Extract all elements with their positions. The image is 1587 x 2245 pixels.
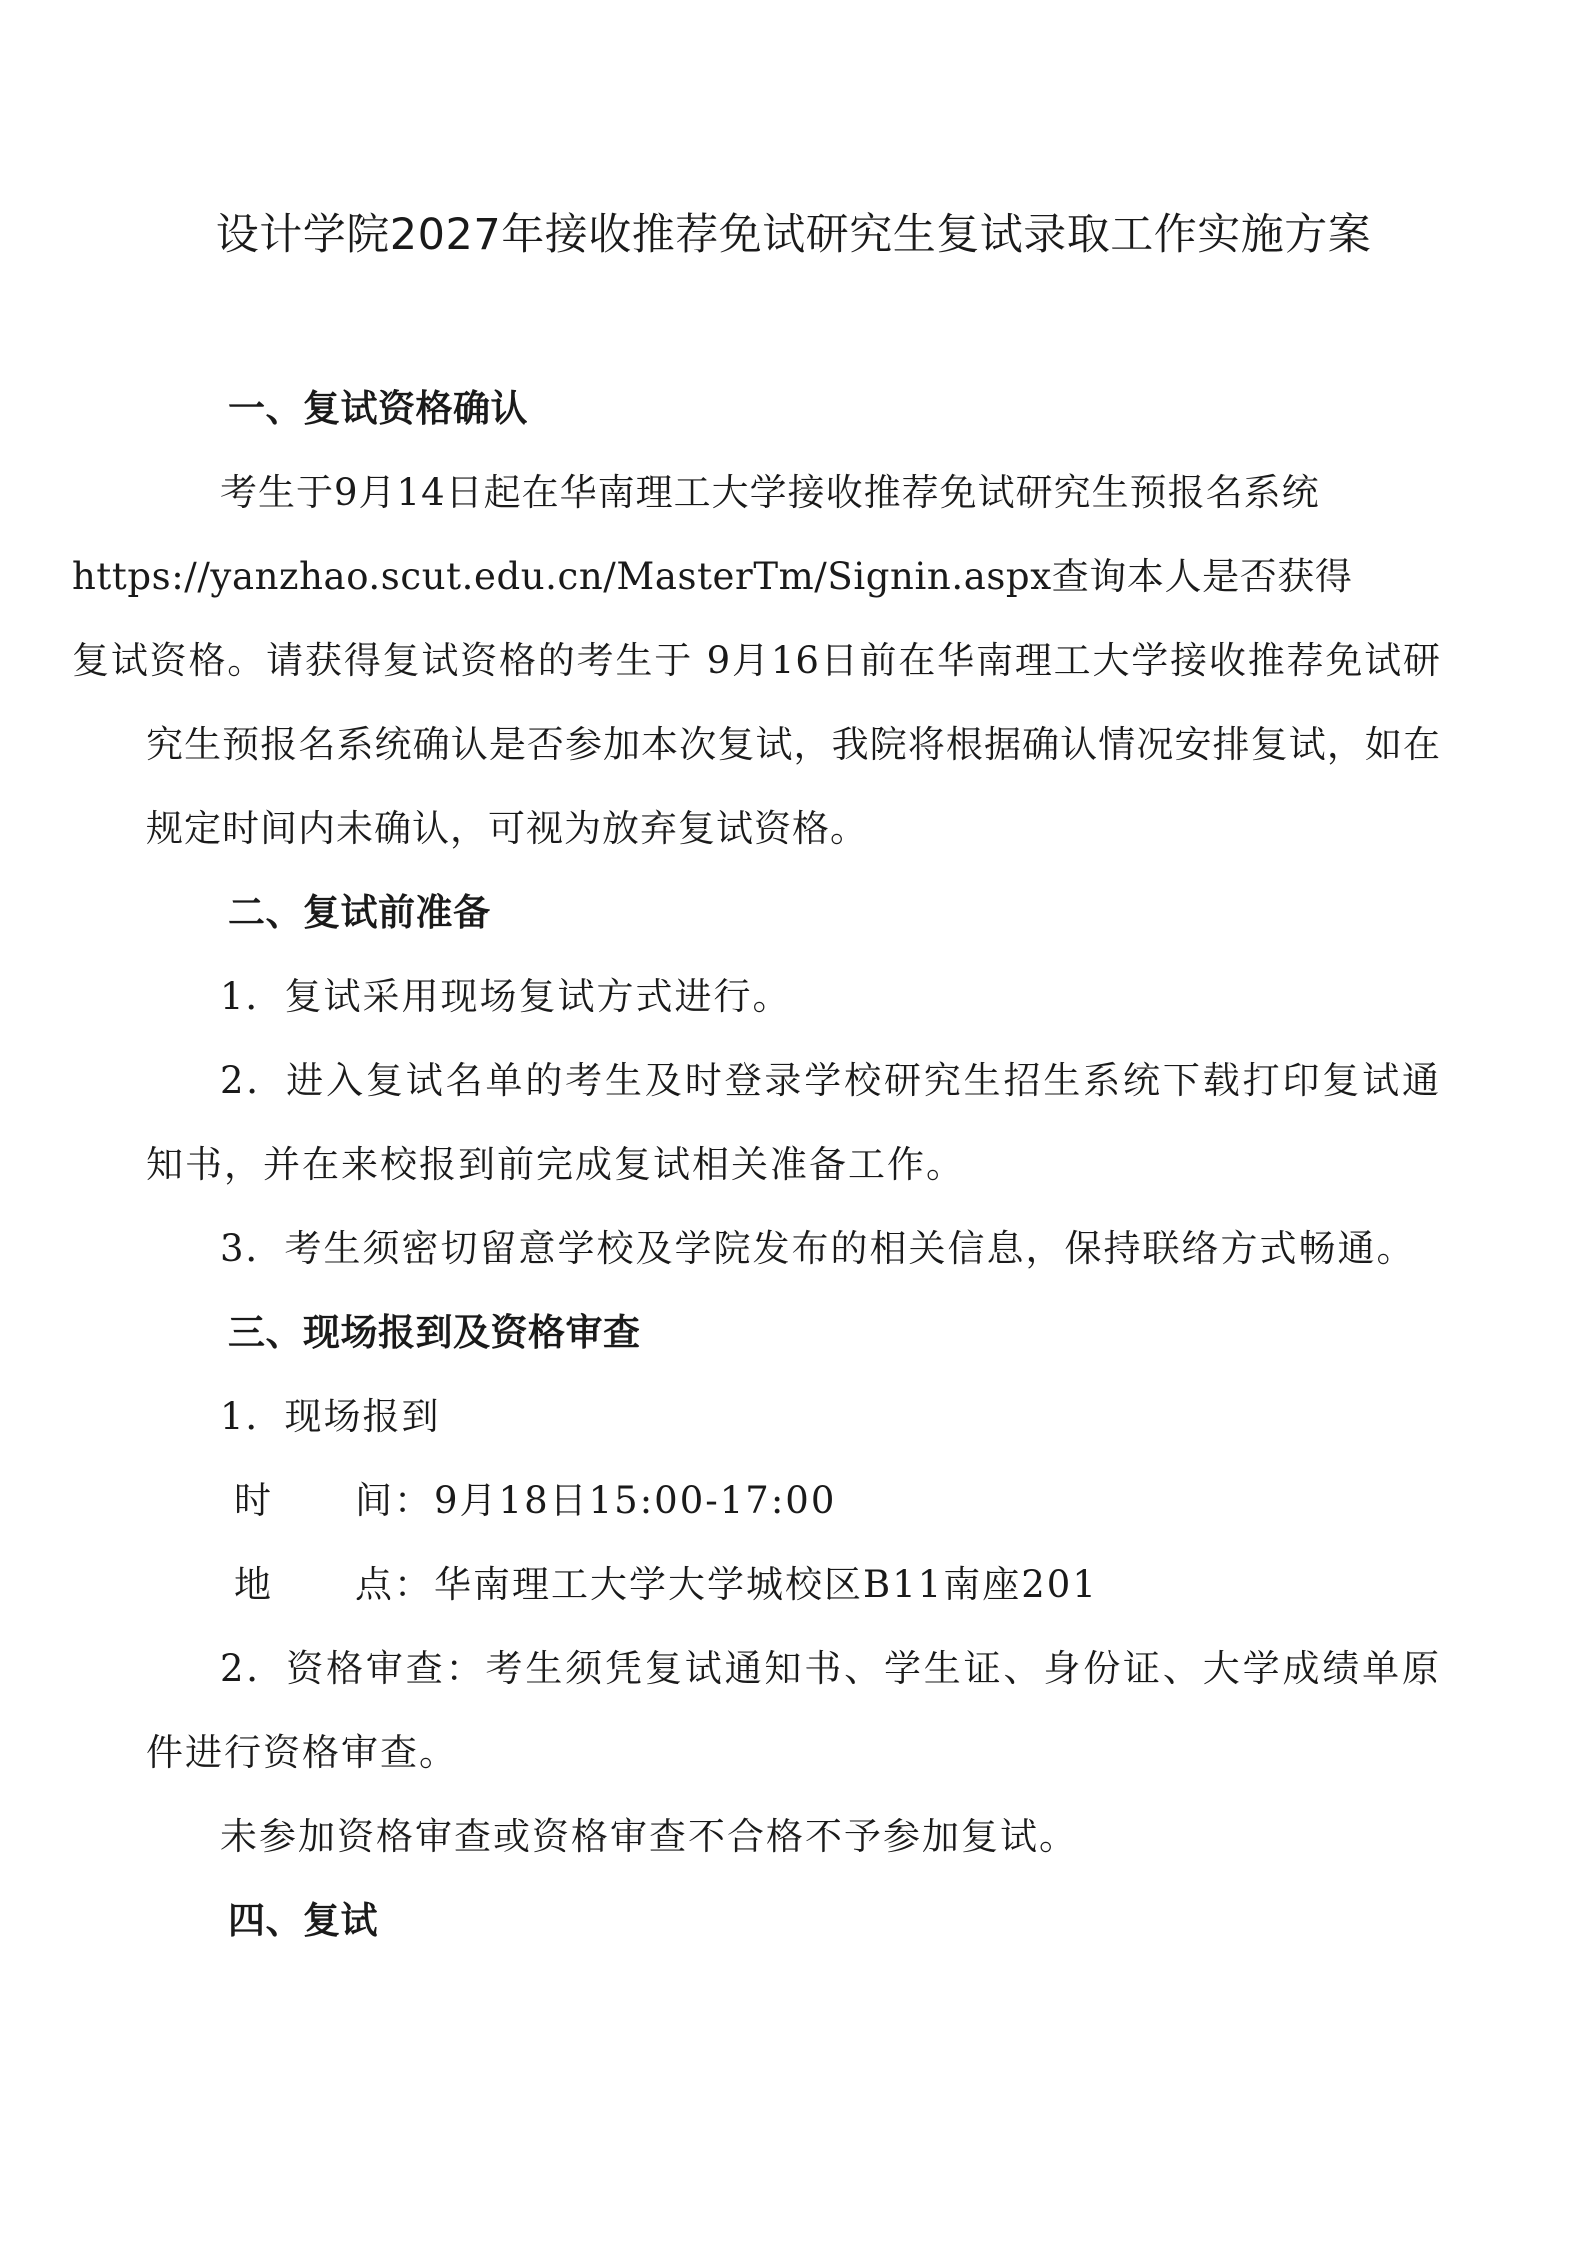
section-heading-2: 二、复试前准备 xyxy=(228,891,491,934)
section-3-item-1: 1．现场报到 xyxy=(220,1395,441,1438)
report-time-value: 9月18日15:00-17:00 xyxy=(434,1479,837,1522)
report-time-key xyxy=(234,1459,434,1543)
report-time-key-char-2: 间： xyxy=(355,1479,433,1522)
report-time-key-char-1: 时 xyxy=(234,1479,273,1522)
section-heading-1: 一、复试资格确认 xyxy=(228,387,528,430)
section-2-item-3: 3．考生须密切留意学校及学院发布的相关信息，保持联络方式畅通。 xyxy=(220,1227,1416,1270)
signin-url-line: https://yanzhao.scut.edu.cn/MasterTm/Signin.aspx查询本人是否获得 xyxy=(72,555,1353,598)
report-place-key-char-2: 点： xyxy=(355,1563,433,1606)
section-1-paragraph xyxy=(72,451,1441,871)
section-1-rest: 复试资格。请获得复试资格的考生于 9月16日前在华南理工大学接收推荐免试研究生预报名系统确认是否参加本次复试，我院将根据确认情况安排复试，如在规定时间内未确认，可视为放弃复试资格。 xyxy=(72,639,1441,850)
section-heading-4: 四、复试 xyxy=(228,1899,378,1942)
section-heading-3: 三、现场报到及资格审查 xyxy=(228,1311,641,1354)
section-3-item-2: 2．资格审查：考生须凭复试通知书、学生证、身份证、大学成绩单原件进行资格审查。 xyxy=(146,1647,1441,1774)
document-title: 设计学院2027年接收推荐免试研究生复试录取工作实施方案 xyxy=(215,210,1372,260)
report-place-key-char-1: 地 xyxy=(234,1563,273,1606)
report-place-row xyxy=(146,1543,1441,1627)
section-3-note: 未参加资格审查或资格审查不合格不予参加复试。 xyxy=(220,1815,1078,1858)
report-place-key xyxy=(234,1543,434,1627)
section-2-item-1: 1．复试采用现场复试方式进行。 xyxy=(220,975,792,1018)
report-place-value: 华南理工大学大学城校区B11南座201 xyxy=(434,1563,1098,1606)
report-time-row xyxy=(146,1459,1441,1543)
section-1-line-1: 考生于9月14日起在华南理工大学接收推荐免试研究生预报名系统 xyxy=(220,471,1320,514)
section-2-item-2: 2．进入复试名单的考生及时登录学校研究生招生系统下载打印复试通知书，并在来校报到前完成复试相关准备工作。 xyxy=(146,1059,1441,1186)
document-body xyxy=(72,367,1441,1963)
